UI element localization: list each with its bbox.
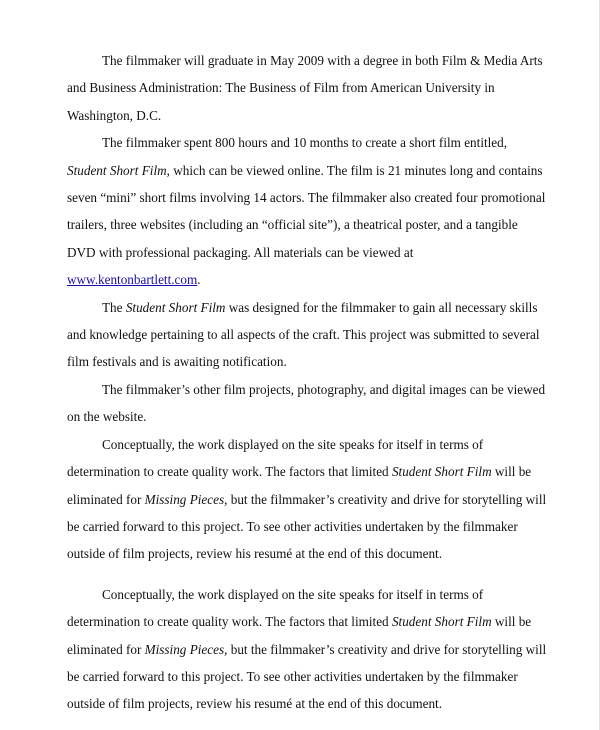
paragraph-text: will be eliminated for [67, 614, 532, 657]
paragraph [67, 294, 549, 376]
paragraph [67, 47, 549, 129]
paragraph-text: will be eliminated for [67, 464, 532, 507]
paragraph-text: . [197, 272, 201, 288]
paragraph [67, 376, 549, 431]
paragraph [67, 431, 549, 568]
italic-title-text: Student Short Film [391, 464, 492, 480]
paragraph-text: The [102, 299, 126, 315]
paragraph-text: The filmmaker will graduate in May 2009 with a degree in both Film & Media Arts and Business Administration: The Business of Film from American University in Washington, D.C. [67, 53, 543, 123]
paragraph-text: , but the filmmaker’s creativity and drive for storytelling will be carried forward to this project. To see other activities undertaken by the filmmaker outside of film projects, review his resumé at the end of this document. [67, 491, 547, 562]
website-link[interactable]: www.kentonbartlett.com [67, 272, 198, 288]
italic-title-text: Student Short Film [125, 299, 226, 315]
italic-title-text: Missing Pieces [144, 491, 225, 507]
paragraph-text: The filmmaker spent 800 hours and 10 months to create a short film entitled, [102, 135, 508, 151]
paragraph-text: Conceptually, the work displayed on the site speaks for itself in terms of determination to create quality work. The factors that limited [67, 436, 484, 480]
document-body [67, 47, 549, 718]
paragraph [67, 581, 549, 718]
italic-title-text: Student Short Film [391, 614, 492, 630]
paragraph-text: Conceptually, the work displayed on the site speaks for itself in terms of determination to create quality work. The factors that limited [67, 586, 484, 630]
paragraph-text: The filmmaker’s other film projects, photography, and digital images can be viewed on the website. [67, 381, 546, 425]
paragraph-text: , but the filmmaker’s creativity and drive for storytelling will be carried forward to this project. To see other activities undertaken by the filmmaker outside of film projects, review his resumé at the end of this document. [67, 641, 547, 712]
italic-title-text: Student Short Film [67, 162, 167, 178]
paragraph-text: , which can be viewed online. The film is 21 minutes long and contains seven “mini” short films involving 14 actors. The filmmaker also created four promotional trailers, three websites (including an “official site”), a theatrical poster, and a tangible DVD with professional packaging. All materials can be viewed at [67, 162, 546, 260]
italic-title-text: Missing Pieces [144, 641, 225, 657]
paragraph-text: was designed for the filmmaker to gain all necessary skills and knowledge pertaining to all aspects of the craft. This project was submitted to several film festivals and is awaiting notification. [67, 299, 540, 370]
paragraph [67, 129, 549, 293]
